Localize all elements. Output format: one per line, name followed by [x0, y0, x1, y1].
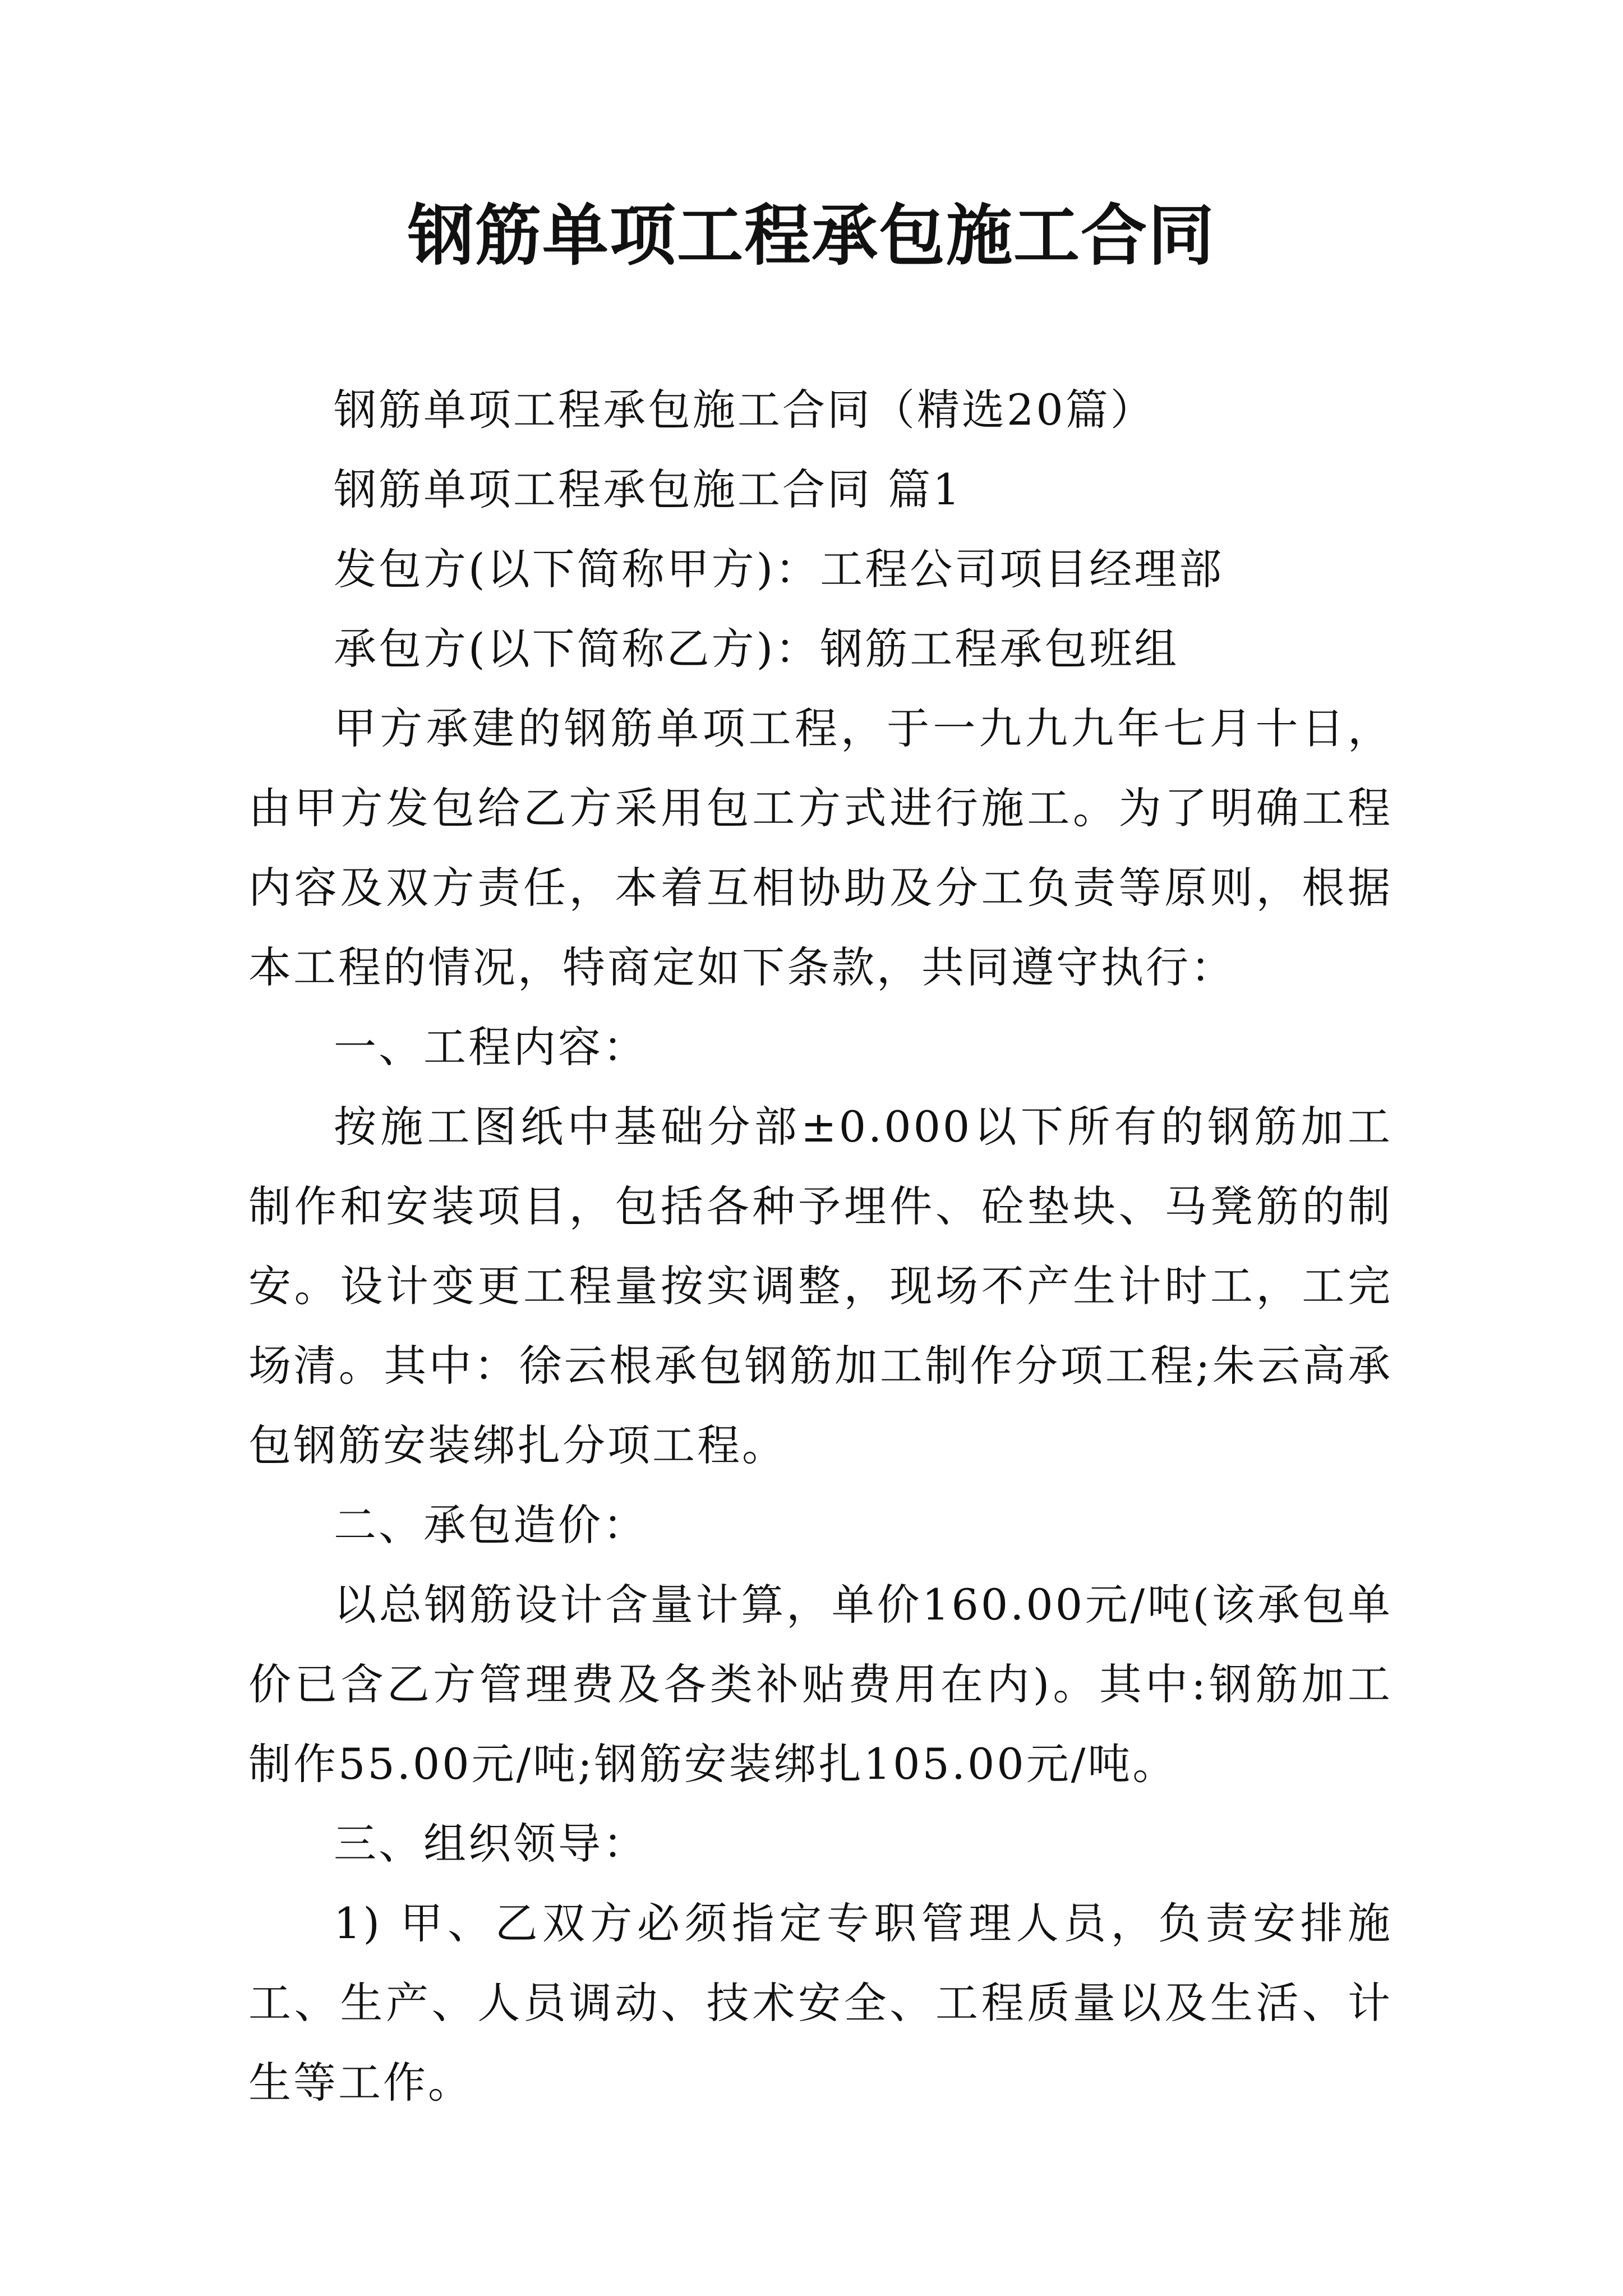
section-heading-price: 二、承包造价： — [334, 1500, 648, 1550]
paragraph-article-heading: 钢筋单项工程承包施工合同 篇1 — [334, 464, 962, 514]
document-title: 钢筋单项工程承包施工合同 — [407, 196, 1215, 274]
document-body — [248, 370, 1393, 2123]
paragraph-preamble: 甲方承建的钢筋单项工程，于一九九九年七月十日，由甲方发包给乙方采用包工方式进行施工。为了明确工程内容及双方责任，本着互相协助及分工负责等原则，根据本工程的情况，特商定如下条款，共同遵守执行： — [248, 703, 1393, 992]
paragraph-scope: 按施工图纸中基础分部±0.000以下所有的钢筋加工制作和安装项目，包括各种予埋件、砼垫块、马凳筋的制安。设计变更工程量按实调整，现场不产生计时工，工完场清。其中：徐云根承包钢筋加工制作分项工程;朱云高承包钢筋安装绑扎分项工程。 — [248, 1102, 1393, 1470]
paragraph-organization-item-1: 1) 甲、乙双方必须指定专职管理人员，负责安排施工、生产、人员调动、技术安全、工程质量以及生活、计生等工作。 — [248, 1898, 1393, 2108]
section-heading-organization: 三、组织领导： — [334, 1819, 648, 1869]
paragraph-price: 以总钢筋设计含量计算，单价160.00元/吨(该承包单价已含乙方管理费及各类补贴费用在内)。其中:钢筋加工制作55.00元/吨;钢筋安装绑扎105.00元/吨。 — [248, 1580, 1393, 1789]
paragraph-party-a: 发包方(以下简称甲方)：工程公司项目经理部 — [334, 544, 1224, 594]
section-heading-scope: 一、工程内容： — [334, 1022, 648, 1072]
paragraph-collection-heading: 钢筋单项工程承包施工合同（精选20篇） — [334, 385, 1155, 435]
paragraph-party-b: 承包方(以下简称乙方)：钢筋工程承包班组 — [334, 624, 1179, 674]
